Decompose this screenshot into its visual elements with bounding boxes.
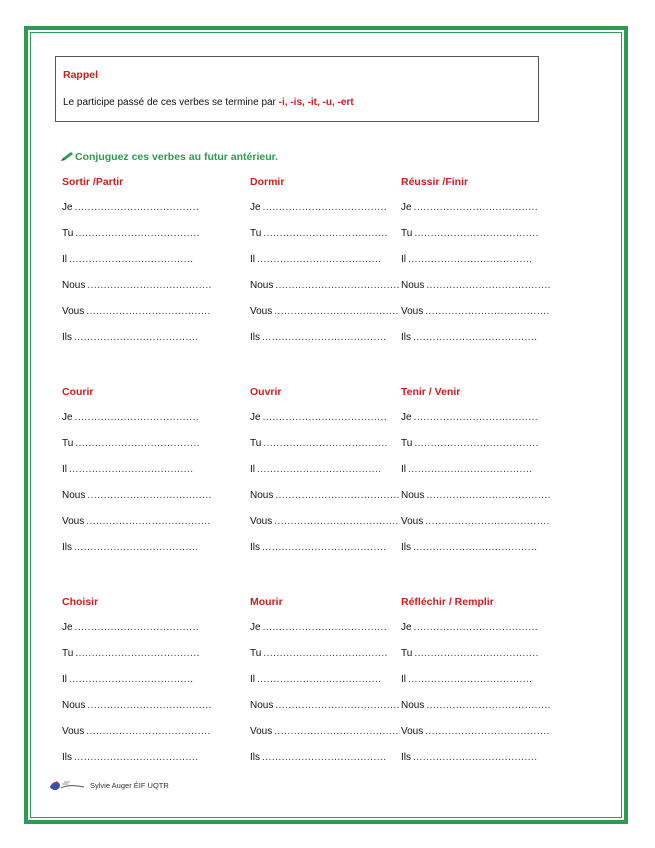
pronoun: Tu <box>250 228 262 239</box>
pronoun: Il <box>62 254 67 265</box>
pronoun: Vous <box>62 516 85 527</box>
pronoun: Vous <box>250 726 273 737</box>
blank-dots: ...................................... <box>87 490 212 501</box>
answer-line-ils[interactable] <box>250 332 415 358</box>
blank-dots: ...................................... <box>274 306 399 317</box>
blank-dots: ...................................... <box>413 752 538 763</box>
instruction <box>60 151 278 163</box>
blank-dots: ...................................... <box>263 438 388 449</box>
verb-title: Courir <box>62 386 94 398</box>
verb-title: Dormir <box>250 176 285 188</box>
answer-line-nous[interactable] <box>250 700 415 726</box>
rappel-title: Rappel <box>63 69 99 81</box>
pronoun: Il <box>401 254 406 265</box>
answer-line-vous[interactable] <box>401 516 566 542</box>
blank-dots: ...................................... <box>274 726 399 737</box>
rappel-text-before: Le participe passé de ces verbes se termine par <box>63 97 279 108</box>
blank-dots: ...................................... <box>74 752 199 763</box>
pronoun: Il <box>62 464 67 475</box>
verb-title: Réfléchir / Remplir <box>401 596 494 608</box>
answer-line-tu[interactable] <box>250 648 415 674</box>
answer-line-je[interactable] <box>401 412 566 438</box>
blank-dots: ...................................... <box>87 280 212 291</box>
verb-block-reussir-finir <box>401 176 566 358</box>
verb-title: Mourir <box>250 596 283 608</box>
verb-block-tenir-venir <box>401 386 566 568</box>
answer-line-nous[interactable] <box>401 280 566 306</box>
answer-line-ils[interactable] <box>401 332 566 358</box>
pronoun: Ils <box>62 332 72 343</box>
answer-line-nous[interactable] <box>250 490 415 516</box>
blank-dots: ...................................... <box>69 254 194 265</box>
answer-line-je[interactable] <box>401 622 566 648</box>
pronoun: Nous <box>62 490 86 501</box>
rappel-box <box>55 56 539 122</box>
pronoun: Ils <box>62 752 72 763</box>
verb-block-reflechir-remplir <box>401 596 566 778</box>
pronoun: Il <box>401 464 406 475</box>
pronoun: Il <box>250 464 255 475</box>
blank-dots: ...................................... <box>413 332 538 343</box>
answer-line-vous[interactable] <box>62 726 227 752</box>
verb-block-ouvrir <box>250 386 415 568</box>
footer <box>48 778 169 792</box>
blank-dots: ...................................... <box>74 332 199 343</box>
blank-dots: ...................................... <box>426 280 551 291</box>
answer-line-il[interactable] <box>401 254 566 280</box>
answer-line-il[interactable] <box>62 464 227 490</box>
pronoun: Vous <box>250 306 273 317</box>
verb-title: Tenir / Venir <box>401 386 461 398</box>
answer-line-tu[interactable] <box>401 438 566 464</box>
blank-dots: ...................................... <box>257 674 382 685</box>
blank-dots: ...................................... <box>425 516 550 527</box>
blank-dots: ...................................... <box>74 202 200 213</box>
blank-dots: ...................................... <box>408 674 533 685</box>
answer-line-vous[interactable] <box>62 516 227 542</box>
blank-dots: ...................................... <box>414 648 539 659</box>
blank-dots: ...................................... <box>75 228 200 239</box>
rappel-text <box>63 97 354 108</box>
answer-line-je[interactable] <box>401 202 566 228</box>
answer-line-nous[interactable] <box>62 280 227 306</box>
pronoun: Vous <box>62 726 85 737</box>
answer-line-je[interactable] <box>62 622 227 648</box>
answer-line-tu[interactable] <box>401 228 566 254</box>
blank-dots: ...................................... <box>262 542 387 553</box>
blank-dots: ...................................... <box>263 648 388 659</box>
blank-dots: ...................................... <box>413 412 539 423</box>
blank-dots: ...................................... <box>426 700 551 711</box>
pronoun: Nous <box>401 490 425 501</box>
verb-block-choisir <box>62 596 227 778</box>
answer-line-je[interactable] <box>250 622 415 648</box>
blank-dots: ...................................... <box>262 332 387 343</box>
verb-title: Choisir <box>62 596 99 608</box>
pronoun: Tu <box>62 648 74 659</box>
pronoun: Il <box>250 254 255 265</box>
pronoun: Nous <box>62 700 86 711</box>
pronoun: Tu <box>62 228 74 239</box>
answer-line-tu[interactable] <box>250 438 415 464</box>
answer-line-il[interactable] <box>250 464 415 490</box>
answer-line-il[interactable] <box>62 254 227 280</box>
blank-dots: ...................................... <box>74 622 200 633</box>
answer-line-nous[interactable] <box>250 280 415 306</box>
pronoun: Il <box>250 674 255 685</box>
answer-line-ils[interactable] <box>401 542 566 568</box>
blank-dots: ...................................... <box>425 306 550 317</box>
blank-dots: ...................................... <box>413 542 538 553</box>
blank-dots: ...................................... <box>263 228 388 239</box>
pronoun: Je <box>401 412 412 423</box>
blank-dots: ...................................... <box>86 306 211 317</box>
blank-dots: ...................................... <box>262 202 388 213</box>
pronoun: Tu <box>401 438 413 449</box>
blank-dots: ...................................... <box>413 622 539 633</box>
answer-line-vous[interactable] <box>401 726 566 752</box>
pronoun: Ils <box>62 542 72 553</box>
answer-line-tu[interactable] <box>62 438 227 464</box>
pronoun: Je <box>62 412 73 423</box>
pronoun: Ils <box>401 542 411 553</box>
blank-dots: ...................................... <box>257 464 382 475</box>
pronoun: Nous <box>250 700 274 711</box>
blank-dots: ...................................... <box>75 438 200 449</box>
blank-dots: ...................................... <box>86 516 211 527</box>
pronoun: Nous <box>401 280 425 291</box>
verb-block-courir <box>62 386 227 568</box>
answer-line-il[interactable] <box>250 254 415 280</box>
blank-dots: ...................................... <box>414 228 539 239</box>
blank-dots: ...................................... <box>69 464 194 475</box>
blank-dots: ...................................... <box>86 726 211 737</box>
pronoun: Nous <box>62 280 86 291</box>
answer-line-il[interactable] <box>62 674 227 700</box>
verb-block-dormir <box>250 176 415 358</box>
verb-block-sortir-partir <box>62 176 227 358</box>
blank-dots: ...................................... <box>74 412 200 423</box>
pronoun: Il <box>62 674 67 685</box>
blank-dots: ...................................... <box>262 752 387 763</box>
pronoun: Tu <box>250 648 262 659</box>
answer-line-vous[interactable] <box>250 726 415 752</box>
pronoun: Ils <box>250 542 260 553</box>
answer-line-tu[interactable] <box>62 648 227 674</box>
blank-dots: ...................................... <box>69 674 194 685</box>
blank-dots: ...................................... <box>75 648 200 659</box>
pronoun: Je <box>62 202 73 213</box>
answer-line-tu[interactable] <box>250 228 415 254</box>
blank-dots: ...................................... <box>262 412 388 423</box>
verb-title: Réussir /Finir <box>401 176 469 188</box>
answer-line-ils[interactable] <box>401 752 566 778</box>
blank-dots: ...................................... <box>425 726 550 737</box>
rappel-endings: -i, -is, -it, -u, -ert <box>278 97 354 108</box>
blank-dots: ...................................... <box>408 254 533 265</box>
blank-dots: ...................................... <box>426 490 551 501</box>
verb-title: Sortir /Partir <box>62 176 124 188</box>
pronoun: Ils <box>250 752 260 763</box>
blank-dots: ...................................... <box>257 254 382 265</box>
blank-dots: ...................................... <box>275 280 400 291</box>
answer-line-vous[interactable] <box>401 306 566 332</box>
answer-line-nous[interactable] <box>62 700 227 726</box>
pronoun: Nous <box>401 700 425 711</box>
pronoun: Ils <box>250 332 260 343</box>
blank-dots: ...................................... <box>275 490 400 501</box>
pronoun: Je <box>401 202 412 213</box>
pronoun: Je <box>250 202 261 213</box>
answer-line-il[interactable] <box>401 464 566 490</box>
pronoun: Tu <box>401 228 413 239</box>
answer-line-nous[interactable] <box>401 700 566 726</box>
verb-block-mourir <box>250 596 415 778</box>
pronoun: Ils <box>401 332 411 343</box>
pronoun: Il <box>401 674 406 685</box>
blank-dots: ...................................... <box>74 542 199 553</box>
pronoun: Vous <box>401 516 424 527</box>
answer-line-il[interactable] <box>250 674 415 700</box>
footer-credit: Sylvie Auger ÉIF UQTR <box>90 780 169 790</box>
pronoun: Nous <box>250 280 274 291</box>
answer-line-je[interactable] <box>62 202 227 228</box>
pronoun: Tu <box>250 438 262 449</box>
blank-dots: ...................................... <box>275 700 400 711</box>
pronoun: Vous <box>401 306 424 317</box>
answer-line-ils[interactable] <box>250 752 415 778</box>
answer-line-je[interactable] <box>250 202 415 228</box>
answer-line-je[interactable] <box>62 412 227 438</box>
pronoun: Tu <box>401 648 413 659</box>
pronoun: Je <box>250 622 261 633</box>
pronoun: Vous <box>62 306 85 317</box>
answer-line-tu[interactable] <box>401 648 566 674</box>
answer-line-vous[interactable] <box>250 306 415 332</box>
instruction-text: Conjuguez ces verbes au futur antérieur. <box>75 151 279 163</box>
pronoun: Je <box>62 622 73 633</box>
blank-dots: ...................................... <box>414 438 539 449</box>
pronoun: Je <box>250 412 261 423</box>
blank-dots: ...................................... <box>87 700 212 711</box>
pronoun: Nous <box>250 490 274 501</box>
pronoun: Vous <box>250 516 273 527</box>
answer-line-ils[interactable] <box>62 752 227 778</box>
pronoun: Ils <box>401 752 411 763</box>
answer-line-ils[interactable] <box>62 332 227 358</box>
pronoun: Tu <box>62 438 74 449</box>
blank-dots: ...................................... <box>413 202 539 213</box>
answer-line-ils[interactable] <box>250 542 415 568</box>
pronoun: Vous <box>401 726 424 737</box>
pencil-icon <box>60 152 74 162</box>
verb-title: Ouvrir <box>250 386 282 398</box>
answer-line-il[interactable] <box>401 674 566 700</box>
answer-line-vous[interactable] <box>62 306 227 332</box>
pronoun: Je <box>401 622 412 633</box>
blank-dots: ...................................... <box>274 516 399 527</box>
blank-dots: ...................................... <box>262 622 388 633</box>
logo-icon <box>48 778 86 792</box>
blank-dots: ...................................... <box>408 464 533 475</box>
answer-line-je[interactable] <box>250 412 415 438</box>
answer-line-nous[interactable] <box>401 490 566 516</box>
answer-line-vous[interactable] <box>250 516 415 542</box>
answer-line-ils[interactable] <box>62 542 227 568</box>
answer-line-tu[interactable] <box>62 228 227 254</box>
answer-line-nous[interactable] <box>62 490 227 516</box>
